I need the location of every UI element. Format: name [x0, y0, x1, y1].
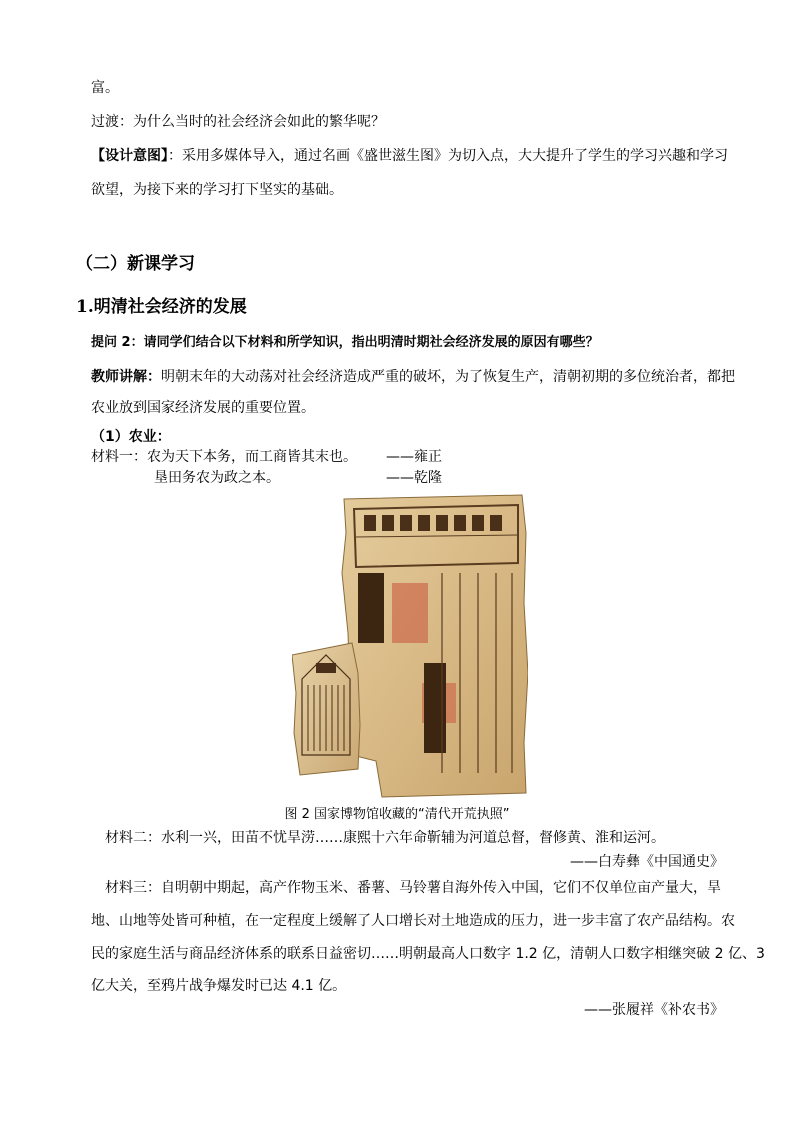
- material1-source-b: ——乾隆: [386, 470, 442, 486]
- question-text: 提问 2：请同学们结合以下材料和所学知识，指出明清时期社会经济发展的原因有哪些？: [91, 335, 599, 350]
- material3-line-1: 材料三：自明朝中期起，高产作物玉米、番薯、马铃薯自海外传入中国，它们不仅单位亩产量大，旱: [105, 880, 721, 896]
- section-heading: （二）新课学习: [76, 254, 195, 274]
- teacher-label: 教师讲解：: [91, 369, 161, 385]
- material3-source: ——张履祥《补农书》: [584, 1002, 724, 1018]
- material1-line-b: 垦田务农为政之本。: [154, 470, 280, 486]
- teacher-line-2: 农业放到国家经济发展的重要位置。: [91, 400, 315, 416]
- teacher-line-1: [91, 367, 735, 387]
- material3-line-3: 民的家庭生活与商品经济体系的联系日益密切……明朝最高人口数字 1.2 亿，清朝人口数字相继突破 2 亿、3: [91, 946, 765, 962]
- design-intent-line-1: [91, 146, 728, 166]
- intro-line: 富。: [91, 80, 119, 96]
- design-intent-label: 【设计意图】: [91, 148, 168, 164]
- design-intent-line-2: 欲望，为接下来的学习打下坚实的基础。: [91, 182, 343, 198]
- material3-line-2: 地、山地等处皆可种植，在一定程度上缓解了人口增长对土地造成的压力，进一步丰富了农产品结构。农: [91, 913, 735, 929]
- material1-line-a: 材料一：农为天下本务，而工商皆其末也。: [91, 449, 357, 465]
- material2-text: 材料二：水利一兴，田苗不忧旱涝……康熙十六年命靳辅为河道总督，督修黄、淮和运河。: [105, 830, 665, 846]
- material2-source: ——白寿彝《中国通史》: [570, 854, 724, 870]
- subsection-heading: 1.明清社会经济的发展: [76, 297, 247, 317]
- figure-caption: 图 2 国家博物馆收藏的“清代开荒执照”: [284, 807, 510, 822]
- design-intent-text: ：采用多媒体导入，通过名画《盛世滋生图》为切入点，大大提升了学生的学习兴趣和学习: [168, 148, 728, 164]
- material3-line-4: 亿大关，至鸦片战争爆发时已达 4.1 亿。: [91, 978, 347, 994]
- transition-text: 过渡：为什么当时的社会经济会如此的繁华呢？: [91, 114, 385, 130]
- material1-source-a: ——雍正: [386, 449, 442, 465]
- teacher-text-1: 明朝末年的大动荡对社会经济造成严重的破坏，为了恢复生产，清朝初期的多位统治者，都把: [161, 369, 735, 385]
- land-reclamation-license-photo: [292, 493, 528, 799]
- agriculture-heading: （1）农业：: [91, 429, 171, 445]
